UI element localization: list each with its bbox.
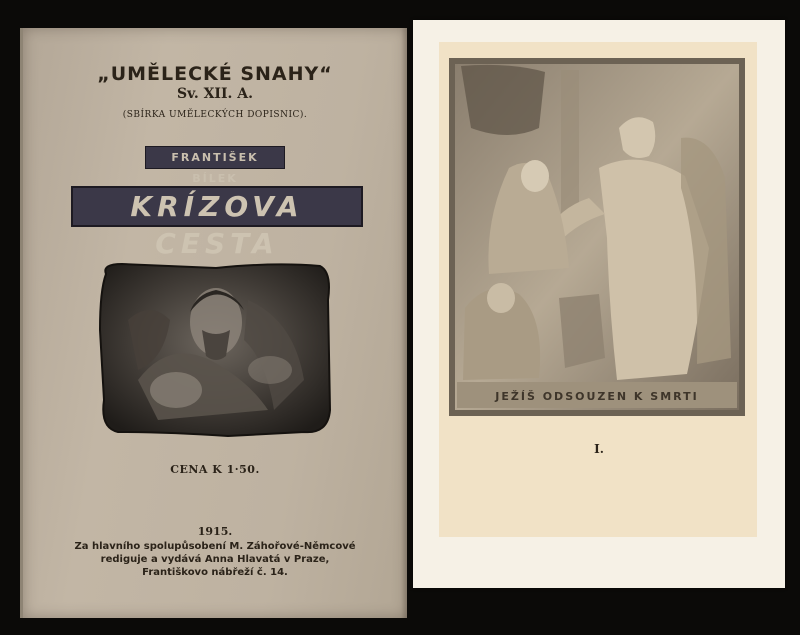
relief-inscription: JEŽÍŠ ODSOUZEN K SMRTI [495, 390, 699, 403]
title-plate: KRÍZOVA CESTA [71, 186, 363, 227]
postcard [413, 20, 785, 588]
plate-number: I. [594, 442, 604, 456]
series-subtitle: (SBÍRKA UMĚLECKÝCH DOPISNIC). [122, 110, 308, 120]
booklet-cover [20, 28, 407, 618]
price-label: CENA K 1·50. [170, 463, 260, 476]
cover-relief-image [98, 260, 334, 438]
series-volume: Sv. XII. A. [176, 86, 254, 102]
publication-year: 1915. [197, 525, 233, 538]
series-title: „UMĚLECKÉ SNAHY“ [97, 63, 333, 85]
relief-photograph [449, 58, 745, 416]
credit-line-3: Františkovo nábřeží č. 14. [142, 567, 288, 578]
credit-line-2: rediguje a vydává Anna Hlavatá v Praze, [100, 554, 330, 565]
author-plate: FRANTIŠEK BÍLEK [145, 146, 285, 169]
credit-line-1: Za hlavního spolupůsobení M. Záhořové-Němcové [74, 541, 356, 552]
